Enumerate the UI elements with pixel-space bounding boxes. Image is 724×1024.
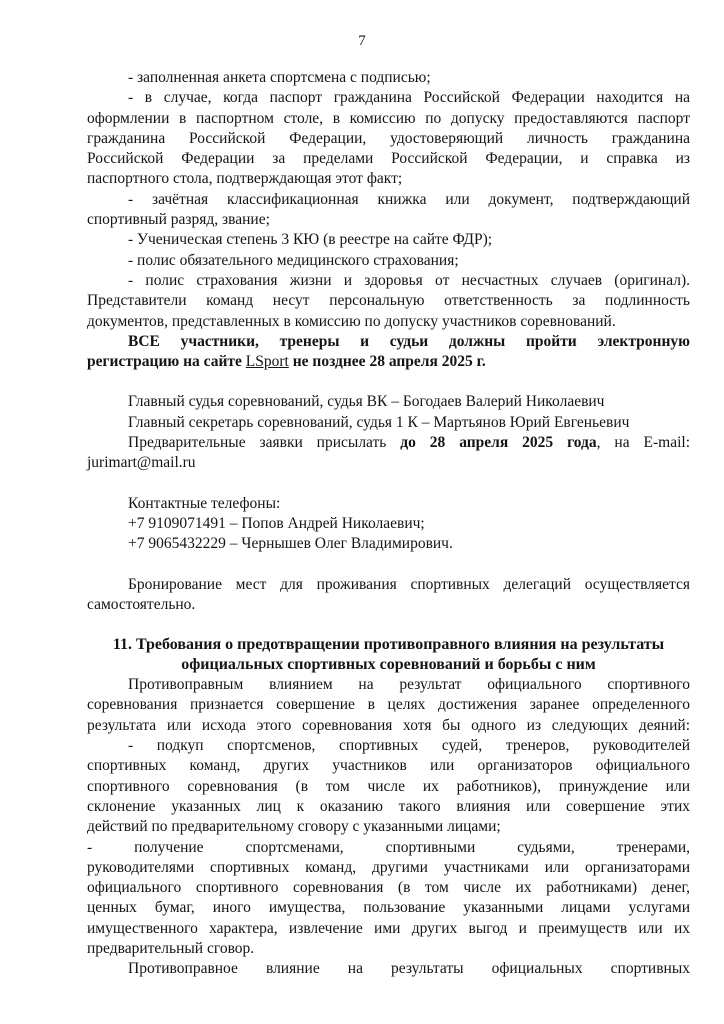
page-number: 7 [358, 33, 366, 49]
registration-notice [87, 352, 690, 372]
registration-deadline: не позднее 28 апреля 2025 г. [288, 353, 486, 371]
doc-item-life-insurance: - полис страхования жизни и здоровья от несчастных случаев (оригинал). [128, 271, 690, 289]
doc-item-passport-line: гражданина Российской Федерации, удостоверяющий личность гражданина [87, 129, 690, 147]
list-item-receipt: ценных бумаг, иного имущества, пользование указанными лицами услугами [87, 899, 690, 917]
doc-item-passport-line: Российской Федерации за пределами Российской Федерации, и справка из [87, 150, 690, 168]
responsibility-text: документов, представленных в комиссию по допуску участников соревнований. [87, 312, 616, 330]
booking-notice: самостоятельно. [87, 595, 196, 613]
doc-item-passport-line: оформлении в паспортном столе, в комиссию по допуску предоставляются паспорт [87, 109, 690, 127]
section-heading: 11. Требования о предотвращении противоправного влияния на результаты [112, 636, 665, 654]
contact-phone: +7 9065432229 – Чернышев Олег Владимирович. [128, 535, 453, 553]
list-item-bribery: спортивных команд, других участников или организаторов официального [87, 757, 690, 775]
paragraph-line: Противоправное влияние на результаты официальных спортивных [128, 960, 690, 978]
contact-phone: +7 9109071491 – Попов Андрей Николаевич; [128, 514, 425, 532]
responsibility-text: Представители команд несут персональную ответственность за подлинность [87, 292, 690, 310]
list-item-receipt: официального спортивного соревнования (в том числе их работниками) денег, [87, 879, 690, 897]
doc-item-classification-book: спортивный разряд, звание; [87, 211, 270, 229]
registration-notice: ВСЕ участники, тренеры и судьи должны пройти электронную [128, 332, 690, 350]
list-item-receipt: предварительный сговор. [87, 939, 255, 957]
booking-notice: Бронирование мест для проживания спортивных делегаций осуществляется [128, 575, 690, 593]
doc-item-passport-line: паспортного стола, подтверждающая этот факт; [87, 170, 403, 188]
doc-item-questionnaire: - заполненная анкета спортсмена с подписью; [128, 69, 431, 86]
doc-item-classification-book: - зачётная классификационная книжка или документ, подтверждающий [128, 190, 690, 208]
lsport-link[interactable]: LSport [245, 353, 289, 371]
doc-item-passport-line: - в случае, когда паспорт гражданина Российской Федерации находится на [128, 89, 690, 107]
paragraph-line: Противоправным влиянием на результат официального спортивного [128, 676, 690, 694]
doc-item-medical-insurance: - полис обязательного медицинского страхования; [128, 251, 459, 269]
chief-judge: Главный судья соревнований, судья ВК – Богодаев Валерий Николаевич [128, 393, 605, 411]
chief-secretary: Главный секретарь соревнований, судья 1 К – Мартьянов Юрий Евгеньевич [128, 413, 630, 431]
registration-text: регистрацию на сайте [87, 353, 246, 371]
applications-email-label: , на E-mail: [596, 434, 690, 452]
section-heading: официальных спортивных соревнований и борьбы с ним [181, 656, 596, 674]
list-item-bribery: склонение указанных лиц к оказанию такого влияния или совершение этих [87, 797, 690, 815]
applications-text: Предварительные заявки присылать [128, 434, 401, 452]
contacts-title: Контактные телефоны: [128, 494, 281, 512]
list-item-receipt: руководителями спортивных команд, другими участниками или организаторами [87, 858, 690, 876]
list-item-receipt: имущественного характера, извлечение ими других выгод и преимуществ или их [87, 919, 690, 937]
paragraph-line: соревнования признается совершение в целях достижения заранее определенного [87, 696, 690, 714]
paragraph-line: результата или исхода этого соревнования хотя бы одного из следующих деяний: [87, 716, 690, 734]
page-content [87, 68, 690, 980]
applications-deadline: до 28 апреля 2025 года [400, 434, 597, 452]
list-item-bribery: спортивного соревнования (в том числе их работников), принуждение или [87, 777, 690, 795]
list-item-bribery: - подкуп спортсменов, спортивных судей, тренеров, руководителей [128, 737, 690, 755]
doc-item-kyu-degree: - Ученическая степень 3 КЮ (в реестре на сайте ФДР); [128, 231, 493, 249]
list-item-receipt: - получение спортсменами, спортивными судьями, тренерами, [87, 838, 690, 856]
applications-notice [87, 433, 690, 453]
contact-email[interactable]: jurimart@mail.ru [87, 454, 196, 472]
list-item-bribery: действий по предварительному сговору с указанными лицами; [87, 818, 501, 836]
